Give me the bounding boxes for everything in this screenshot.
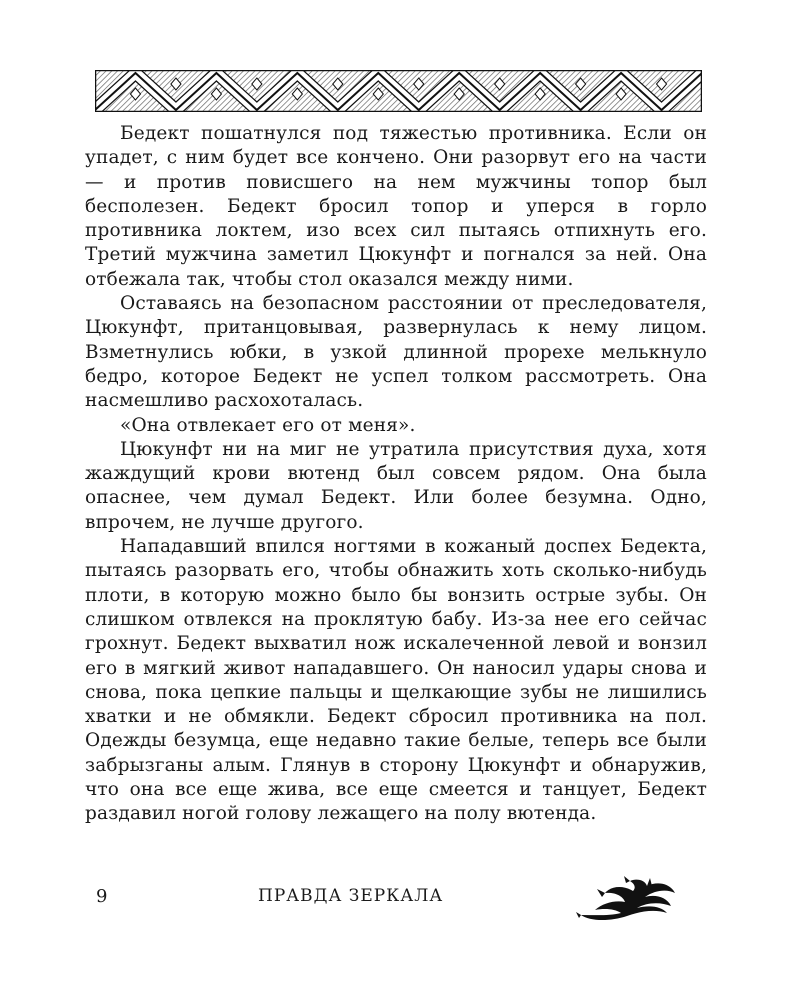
paragraph: Нападавший впился ногтями в кожаный доспех Бедекта, пытаясь разорвать его, чтобы обнажить хоть сколько-нибудь плоти, в которую можно было бы вонзить острые зубы. Он слишком отвлекся на проклятую бабу. Из-за нее его сейчас грохнут. Бедект выхватил нож искалеченной левой и вонзил его в мягкий живот нападавшего. Он наносил удары снова и снова, пока цепкие пальцы и щелкающие зубы не лишились хватки и не обмякли. Бедект сбросил противника на пол. Одежды безумца, еще недавно такие белые, теперь все были забрызганы алым. Глянув в сторону Цюкунфт и обнаружив, что она все еще жива, все еще смеется и танцует, Бедект раздавил ногой голову лежащего на полу вютенда. (85, 536, 707, 825)
paragraph: Цюкунфт ни на миг не утратила присутствия духа, хотя жаждущий крови вютенд был совсем рядом. Она была опаснее, чем думал Бедект. Или более безумна. Одно, впрочем, не лучше другого. (85, 438, 707, 533)
dragon-icon (575, 875, 680, 925)
page-number: 9 (96, 886, 108, 907)
paragraph-quote: «Она отвлекает его от меня». (120, 414, 416, 436)
running-title: ПРАВДА ЗЕРКАЛА (258, 886, 444, 906)
paragraph: Бедект пошатнулся под тяжестью противника. Если он упадет, с ним будет все кончено. Они разорвут его на части — и против повисшего на нем мужчины топор был бесполезен. Бедект бросил топор и уперся в горло противника локтем, изо всех сил пытаясь отпихнуть его. Третий мужчина заметил Цюкунфт и погнался за ней. Она отбежала так, чтобы стол оказался между ними. (85, 123, 707, 290)
paragraph: Оставаясь на безопасном расстоянии от преследователя, Цюкунфт, пританцовывая, развернулась к нему лицом. Взметнулись юбки, в узкой длинной прорехе мелькнуло бедро, которое Бедект не успел толком рассмотреть. Она насмешливо расхохоталась. (85, 293, 707, 412)
header-ornament (95, 70, 702, 112)
body-text (85, 122, 707, 827)
